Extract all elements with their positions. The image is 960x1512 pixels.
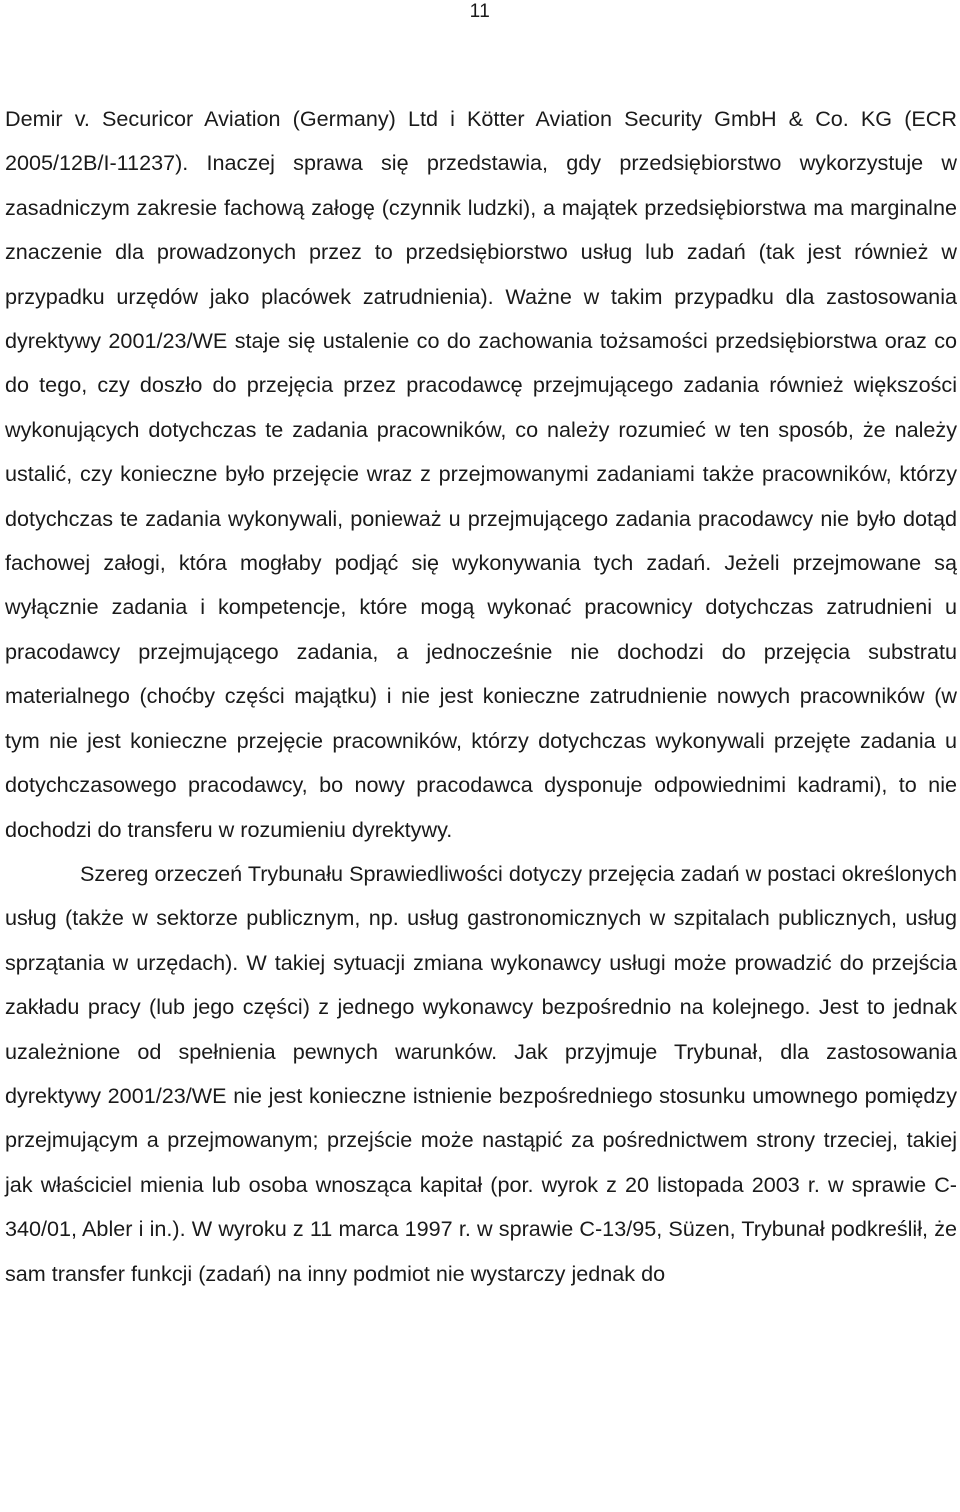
paragraph-1: Demir v. Securicor Aviation (Germany) Ltd i Kötter Aviation Security GmbH & Co. KG (ECR 2005/12B/I-11237). Inaczej sprawa się przedstawia, gdy przedsiębiorstwo wykorzystuje w zasadniczym zakresie fachową załogę (czynnik ludzki), a majątek przedsiębiorstwa ma marginalne znaczenie dla prowadzonych przez to przedsiębiorstwo usług lub zadań (tak jest również w przypadku urzędów jako placówek zatrudnienia). Ważne w takim przypadku dla zastosowania dyrektywy 2001/23/WE staje się ustalenie co do zachowania tożsamości przedsiębiorstwa oraz co do tego, czy doszło do przejęcia przez pracodawcę przejmującego zadania również większości wykonujących dotychczas te zadania pracowników, co należy rozumieć w ten sposób, że należy ustalić, czy konieczne było przejęcie wraz z przejmowanymi zadaniami także pracowników, którzy dotychczas te zadania wykonywali, ponieważ u przejmującego zadania pracodawcy nie było dotąd fachowej załogi, która mogłaby podjąć się wykonywania tych zadań. Jeżeli przejmowane są wyłącznie zadania i kompetencje, które mogą wykonać pracownicy dotychczas zatrudnieni u pracodawcy przejmującego zadania, a jednocześnie nie dochodzi do przejęcia substratu materialnego (choćby części majątku) i nie jest konieczne zatrudnienie nowych pracowników (w tym nie jest konieczne przejęcie pracowników, którzy dotychczas wykonywali przejęte zadania u dotychczasowego pracodawcy, bo nowy pracodawca dysponuje odpowiednimi kadrami), to nie dochodzi do transferu w rozumieniu dyrektywy. xyxy=(5,106,957,842)
paragraph-2: Szereg orzeczeń Trybunału Sprawiedliwości dotyczy przejęcia zadań w postaci określonych usług (także w sektorze publicznym, np. usług gastronomicznych w szpitalach publicznych, usług sprzątania w urzędach). W takiej sytuacji zmiana wykonawcy usługi może prowadzić do przejścia zakładu pracy (lub jego części) z jednego wykonawcy bezpośrednio na kolejnego. Jest to jednak uzależnione od spełnienia pewnych warunków. Jak przyjmuje Trybunał, dla zastosowania dyrektywy 2001/23/WE nie jest konieczne istnienie bezpośredniego stosunku umownego pomiędzy przejmującym a przejmowanym; przejście może nastąpić za pośrednictwem strony trzeciej, takiej jak właściciel mienia lub osoba wnosząca kapitał (por. wyrok z 20 listopada 2003 r. w sprawie C-340/01, Abler i in.). W wyroku z 11 marca 1997 r. w sprawie C-13/95, Süzen, Trybunał podkreślił, że sam transfer funkcji (zadań) na inny podmiot nie wystarczy jednak do xyxy=(5,860,957,1286)
page-number: 11 xyxy=(469,1,491,22)
document-body xyxy=(5,97,957,1296)
